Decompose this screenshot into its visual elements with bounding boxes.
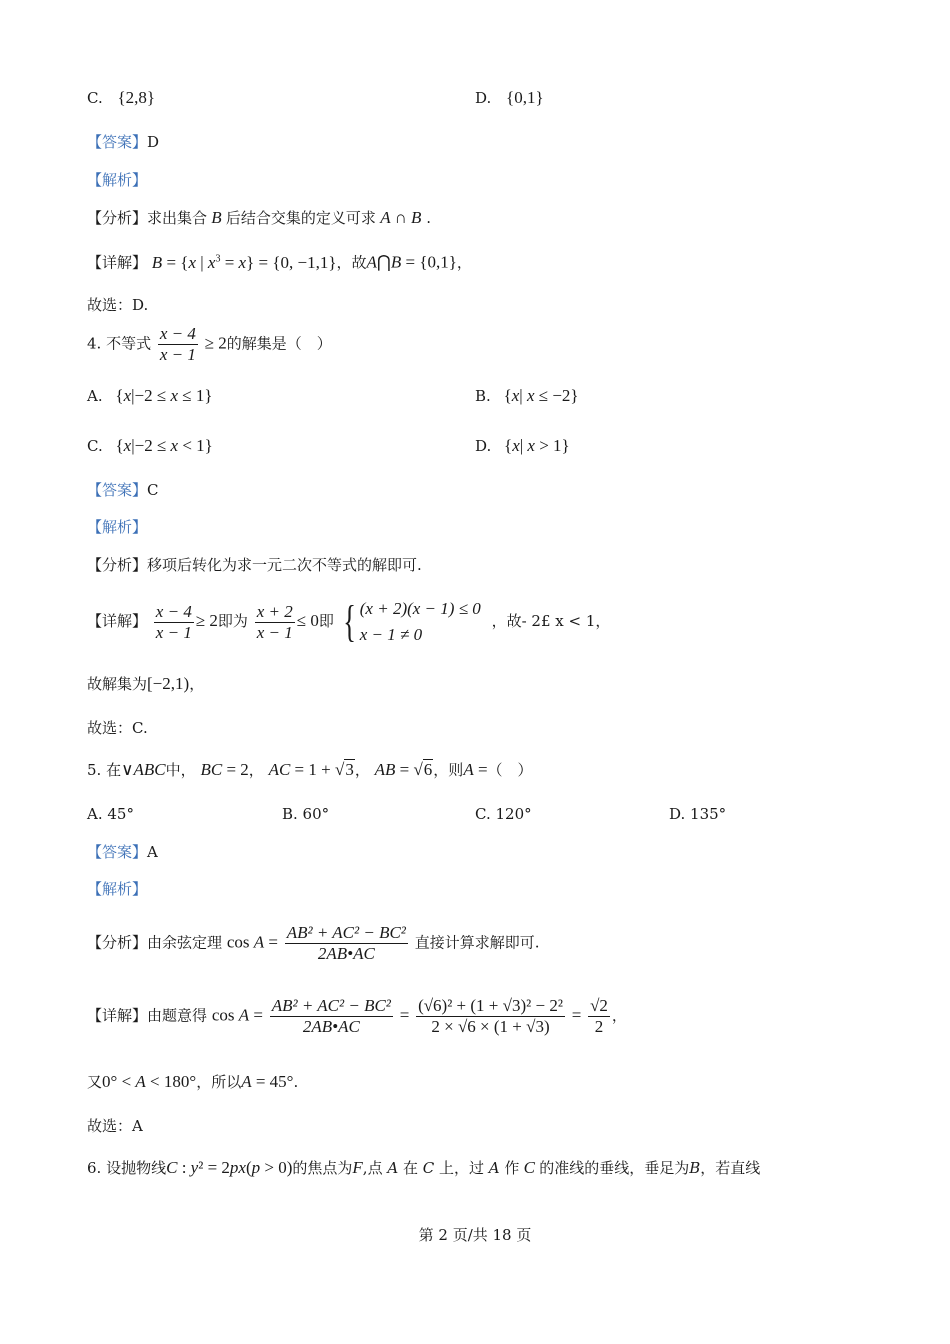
detail-formula: B = {x | $x^3 = x\} = \{0$, −1,1} (151, 252, 337, 272)
q3-fenxi: 【分析】求出集合 B 后结合交集的定义可求 A ∩ B . (87, 208, 431, 227)
option-value: {0,1} (506, 88, 544, 107)
answer-value: A (147, 843, 158, 861)
xiangjie-tag: 【详解】 (87, 1006, 148, 1025)
fenxi-text: 由余弦定理 (147, 933, 223, 952)
answer-tag: 【答案】 (87, 133, 148, 151)
answer-value: C (147, 481, 159, 499)
inequality-system: (x + 2)(x − 1) ≤ 0 x − 1 ≠ 0 (359, 599, 481, 644)
q3-analysis-tag: 【解析】 (87, 171, 148, 189)
page-footer: 第 2 页/共 18 页 (418, 1226, 532, 1244)
stem-text: 中， (165, 761, 196, 779)
q5-option-d: D. 135° (669, 805, 727, 823)
option-letter: A. (87, 387, 103, 405)
q5-detail: 【详解】由题意得 cos A = $\frac{\text{AB² + AC² − BC²}}{2AB•AC}$ = $\frac{\text{(√6)² + (1 + √3)² − 2²}}{2 \times √6 \times (1 + √3)}$ = $\frac{√2}{2}$ ， (87, 996, 627, 1036)
q4-guxuan: 故选：C. (87, 719, 148, 737)
q6-stem: 6. 设抛物线C : y² = 2px(p > 0)的焦点为F,点 A 在 C 上，过 A 作 C 的准线的垂线，垂足为B，若直线 (87, 1158, 761, 1177)
stem-text: 5. 在 (87, 761, 122, 779)
detail-result: ，故- 2£ x < 1， (491, 612, 611, 630)
q5-option-a: A. 45° (87, 805, 134, 823)
fenxi-mid: 后结合交集的定义可求 (225, 209, 376, 227)
stem-text: （ ） (487, 761, 533, 779)
q4-option-c: C. {x|−2 ≤ x < 1} (87, 436, 213, 455)
q5-option-b: B. 60° (282, 805, 330, 823)
q5-range: 又0° < A < 180°，所以A = 45°. (87, 1072, 299, 1091)
option-letter: C. (87, 437, 103, 455)
q5-stem: 5. 在∨ABC中， BC = 2， AC = 1 + √3， AB = √6，则A =（ ） (87, 760, 533, 779)
option-letter: D. (475, 437, 492, 455)
q4-stem: 4. 不等式 $\frac{x - 4}{x - 1}$ ≥ 2的解集是（ ） (87, 324, 332, 364)
stem-tail: 的解集是（ ） (226, 334, 332, 353)
stem-text: 上，过 (438, 1159, 484, 1177)
q5-guxuan: 故选：A (87, 1117, 143, 1135)
q5-fenxi: 【分析】由余弦定理 cos A = $\frac{\text{AB² + AC² − BC²}}{2AB•AC}$ 直接计算求解即可. (87, 923, 540, 963)
detail-result: A⋂B = {0,1} (366, 252, 457, 272)
detail-mid: ，故 (336, 253, 367, 272)
stem-text: 的准线的垂线，垂足为 (539, 1159, 690, 1177)
detail-text: 即 (318, 612, 334, 630)
option-letter: D. (475, 89, 492, 107)
q3-guxuan: 故选：D. (87, 296, 149, 314)
option-letter: B. (475, 387, 491, 405)
xiangjie-tag: 【详解】 (87, 253, 148, 272)
q4-detail: 【详解】 $\frac{x - 4}{x - 1}$ ≥ 2即为 $\frac{x + 2}{x - 1}$ ≤ 0即 { (x + 2)(x − 1) ≤ 0 x − 1 ≠ 0 ，故- 2£ x < 1， (87, 597, 611, 646)
stem-text: ，则 (433, 761, 464, 779)
fenxi-text: 移项后转化为求一元二次不等式的解即可. (147, 556, 422, 574)
stem-text: 在 (402, 1159, 418, 1177)
stem-text: 6. 设抛物线 (87, 1159, 167, 1177)
detail-text: 由题意得 (147, 1006, 208, 1025)
option-value: {2,8} (117, 88, 156, 107)
solution-prefix: 故解集为 (87, 675, 148, 693)
stem-text: 点 (367, 1159, 383, 1177)
stem-text: 作 (504, 1159, 520, 1177)
fenxi-tag: 【分析】 (87, 933, 148, 952)
q4-option-a: A. {x|−2 ≤ x ≤ 1} (87, 386, 213, 405)
q5-answer (87, 842, 158, 862)
detail-text: 即为 (217, 612, 248, 630)
fenxi-tail: 直接计算求解即可. (414, 933, 540, 952)
q4-fenxi (87, 555, 422, 575)
q4-option-b: B. {x| x ≤ −2} (475, 386, 579, 405)
fraction: $\frac{x - 4}{x - 1}$ (159, 324, 196, 364)
fenxi-text: 求出集合 (147, 209, 208, 227)
xiangjie-tag: 【详解】 (87, 612, 148, 630)
stem-text: ，若直线 (700, 1159, 761, 1177)
range-text: 又 (87, 1073, 103, 1091)
q4-option-d: D. {x| x > 1} (475, 436, 570, 455)
q5-analysis-tag: 【解析】 (87, 880, 148, 898)
q4-answer (87, 480, 159, 500)
q3-detail: 【详解】 B = {x | $x^3 = x\} = \{0$, −1,1}，故A⋂B = {0,1}， (87, 252, 472, 272)
range-text: ，所以 (196, 1073, 242, 1091)
fenxi-tag: 【分析】 (87, 556, 148, 574)
fenxi-tag: 【分析】 (87, 209, 148, 227)
q5-option-c: C. 120° (475, 805, 532, 823)
answer-tag: 【答案】 (87, 481, 148, 499)
answer-tag: 【答案】 (87, 843, 148, 861)
stem-text: 的焦点为 (292, 1159, 353, 1177)
q4-solution: 故解集为[−2,1)， (87, 674, 205, 693)
q3-option-c (87, 88, 155, 108)
answer-value: D (147, 133, 160, 151)
stem-text: 4. 不等式 (87, 334, 152, 353)
q3-option-d (475, 88, 544, 108)
option-letter: C. (87, 89, 103, 107)
q4-analysis-tag: 【解析】 (87, 518, 148, 536)
q3-answer (87, 132, 159, 152)
